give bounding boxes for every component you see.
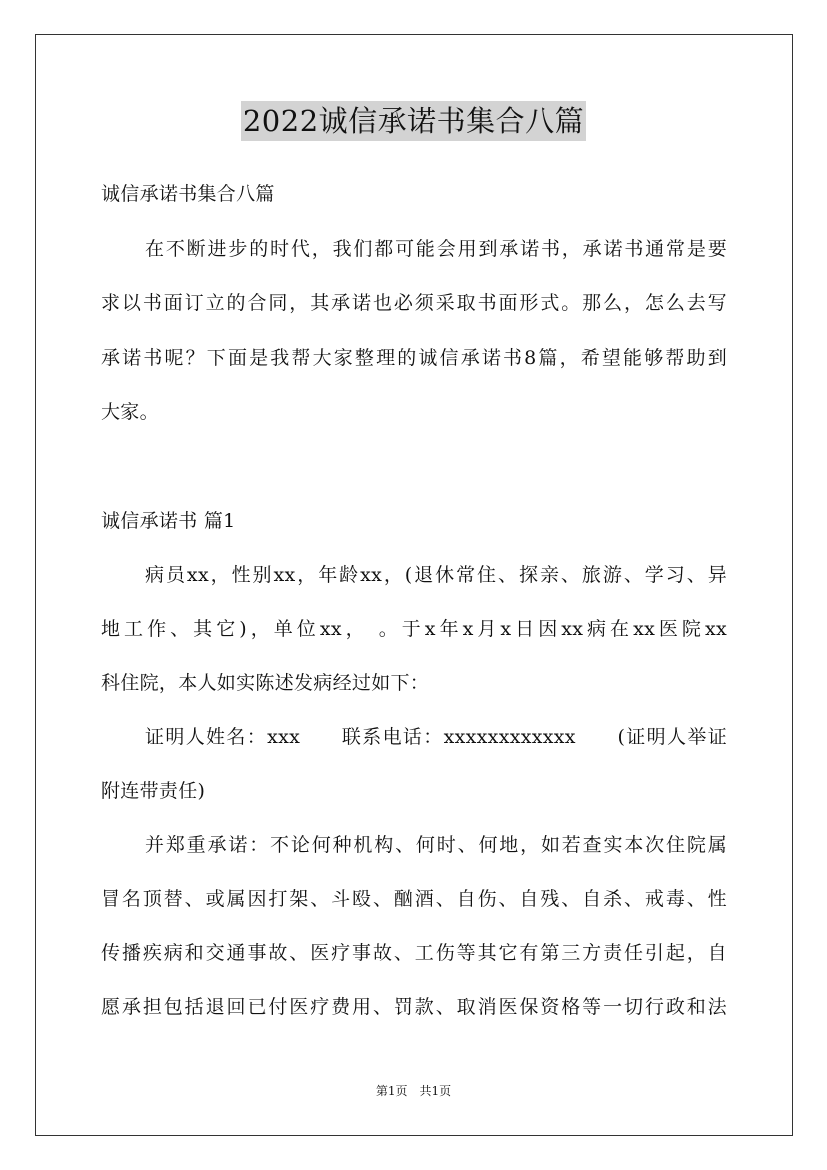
paragraph-line: 地工作、其它)，单位xx， 。于x年x月x日因xx病在xx医院xx [101,618,727,640]
intro-line: 大家。 [101,401,159,423]
paragraph-line: 冒名顶替、或属因打架、斗殴、酗酒、自伤、自残、自杀、戒毒、性 [101,888,727,910]
document-subtitle: 诚信承诺书集合八篇 [101,183,275,205]
intro-line: 求以书面订立的合同，其承诺也必须采取书面形式。那么，怎么去写 [101,292,727,314]
document-title: 2022诚信承诺书集合八篇 [241,101,586,141]
witness-line: 附连带责任) [101,780,206,802]
intro-line: 承诺书呢？下面是我帮大家整理的诚信承诺书8篇，希望能够帮助到 [101,347,727,369]
paragraph-line: 愿承担包括退回已付医疗费用、罚款、取消医保资格等一切行政和法 [101,996,727,1018]
intro-line: 在不断进步的时代，我们都可能会用到承诺书，承诺书通常是要 [145,238,727,260]
paragraph-line: 传播疾病和交通事故、医疗事故、工伤等其它有第三方责任引起，自 [101,942,727,964]
paragraph-line: 病员xx，性别xx，年龄xx，(退休常住、探亲、旅游、学习、异 [145,564,727,586]
page-footer: 第1页 共1页 [375,1084,452,1098]
paragraph-line: 并郑重承诺：不论何种机构、何时、何地，如若查实本次住院属 [145,834,727,856]
title-container [0,101,827,141]
paragraph-line: 科住院，本人如实陈述发病经过如下： [101,672,430,694]
section-heading: 诚信承诺书 篇1 [101,510,236,532]
witness-line: 证明人姓名：xxx 联系电话：xxxxxxxxxxxx (证明人举证 [145,726,727,748]
